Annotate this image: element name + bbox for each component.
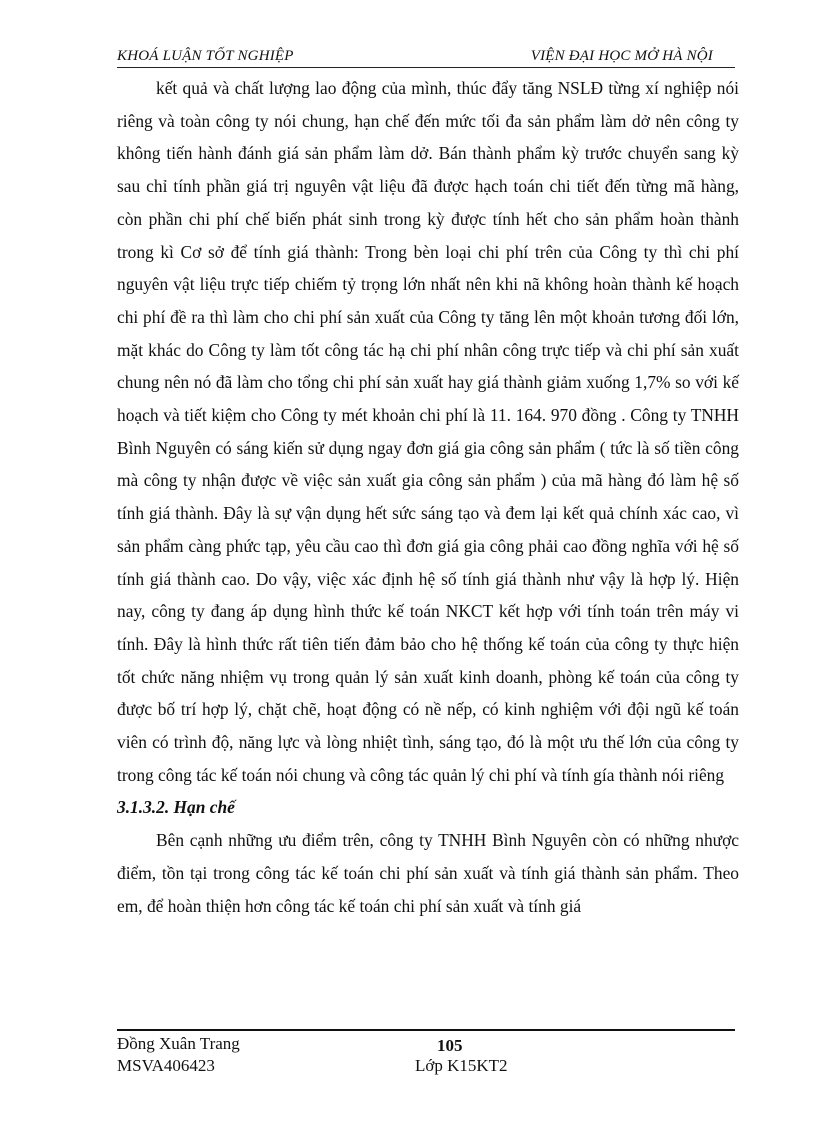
header-divider bbox=[117, 67, 735, 68]
header-thesis-title: KHOÁ LUẬN TỐT NGHIỆP bbox=[117, 48, 294, 64]
body-paragraph-2: Bên cạnh những ưu điểm trên, công ty TNHH Bình Nguyên còn có những nhược điểm, tồn tại trong công tác kế toán chi phí sản xuất và tính giá thành sản phẩm. Theo em, để hoàn thiện hơn công tác kế toán chi phí sản xuất và tính giá bbox=[117, 830, 739, 916]
section-heading: 3.1.3.2. Hạn chế bbox=[117, 797, 235, 818]
page-header bbox=[117, 48, 737, 68]
header-institution: VIỆN ĐẠI HỌC MỞ HÀ NỘI bbox=[530, 48, 713, 64]
footer-student-id: MSVA406423 bbox=[117, 1056, 215, 1075]
footer-author: Đồng Xuân Trang bbox=[117, 1034, 240, 1053]
body-paragraph-1: kết quả và chất lượng lao động của mình, thúc đẩy tăng NSLĐ từng xí nghiệp nói riêng và toàn công ty nói chung, hạn chế đến mức tối đa sản phẩm làm dở nên công ty không tiến hành đánh giá sản phẩm làm dở. Bán thành phẩm kỳ trước chuyển sang kỳ sau chỉ tính phần giá trị nguyên vật liệu đã được hạch toán chi tiết đến từng mã hàng, còn phần chi phí chế biến phát sinh trong kỳ được tính hết cho sản phẩm hoàn thành trong kì Cơ sở để tính giá thành: Trong bèn loại chi phí trên của Công ty thì chi phí nguyên vật liệu trực tiếp chiếm tỷ trọng lớn nhất nên khi nã không hoàn thành kế hoạch chi phí đề ra thì làm cho chi phí sản xuất của Công ty tăng lên một khoản tương đối lớn, mặt khác do Công ty làm tốt công tác hạ chi phí nhân công trực tiếp và chi phí sản xuất chung nên nó đã làm cho tổng chi phí sản xuất hay giá thành giảm xuống 1,7% so với kế hoạch và tiết kiệm cho Công ty mét khoản chi phí là 11. 164. 970 đồng . Công ty TNHH Bình Nguyên có sáng kiến sử dụng ngay đơn giá gia công sản phẩm ( tức là số tiền công mà công ty nhận được về việc sản xuất gia công sản phẩm ) của mã hàng đó làm hệ số tính giá thành. Đây là sự vận dụng hết sức sáng tạo và đem lại kết quả chính xác cao, vì sản phẩm càng phức tạp, yêu cầu cao thì đơn giá gia công phải cao đồng nghĩa với hệ số tính giá thành cao. Do vậy, việc xác định hệ số tính giá thành như vậy là hợp lý. Hiện nay, công ty đang áp dụng hình thức kế toán NKCT kết hợp với tính toán trên máy vi tính. Đây là hình thức rất tiên tiến đảm bảo cho hệ thống kế toán của công ty thực hiện tốt chức năng nhiệm vụ trong quản lý sản xuất kinh doanh, phòng kế toán của công ty được bố trí hợp lý, chặt chẽ, hoạt động có nề nếp, có kinh nghiệm với đội ngũ kế toán viên có trình độ, năng lực và lòng nhiệt tình, sáng tạo, đó là một ưu thế lớn của công ty trong công tác kế toán nói chung và công tác quản lý chi phí và tính gía thành nói riêng bbox=[117, 78, 739, 785]
document-body bbox=[117, 72, 739, 922]
footer-divider bbox=[117, 1029, 735, 1031]
page-number: 105 bbox=[437, 1036, 463, 1055]
footer-class: Lớp K15KT2 bbox=[415, 1056, 508, 1075]
